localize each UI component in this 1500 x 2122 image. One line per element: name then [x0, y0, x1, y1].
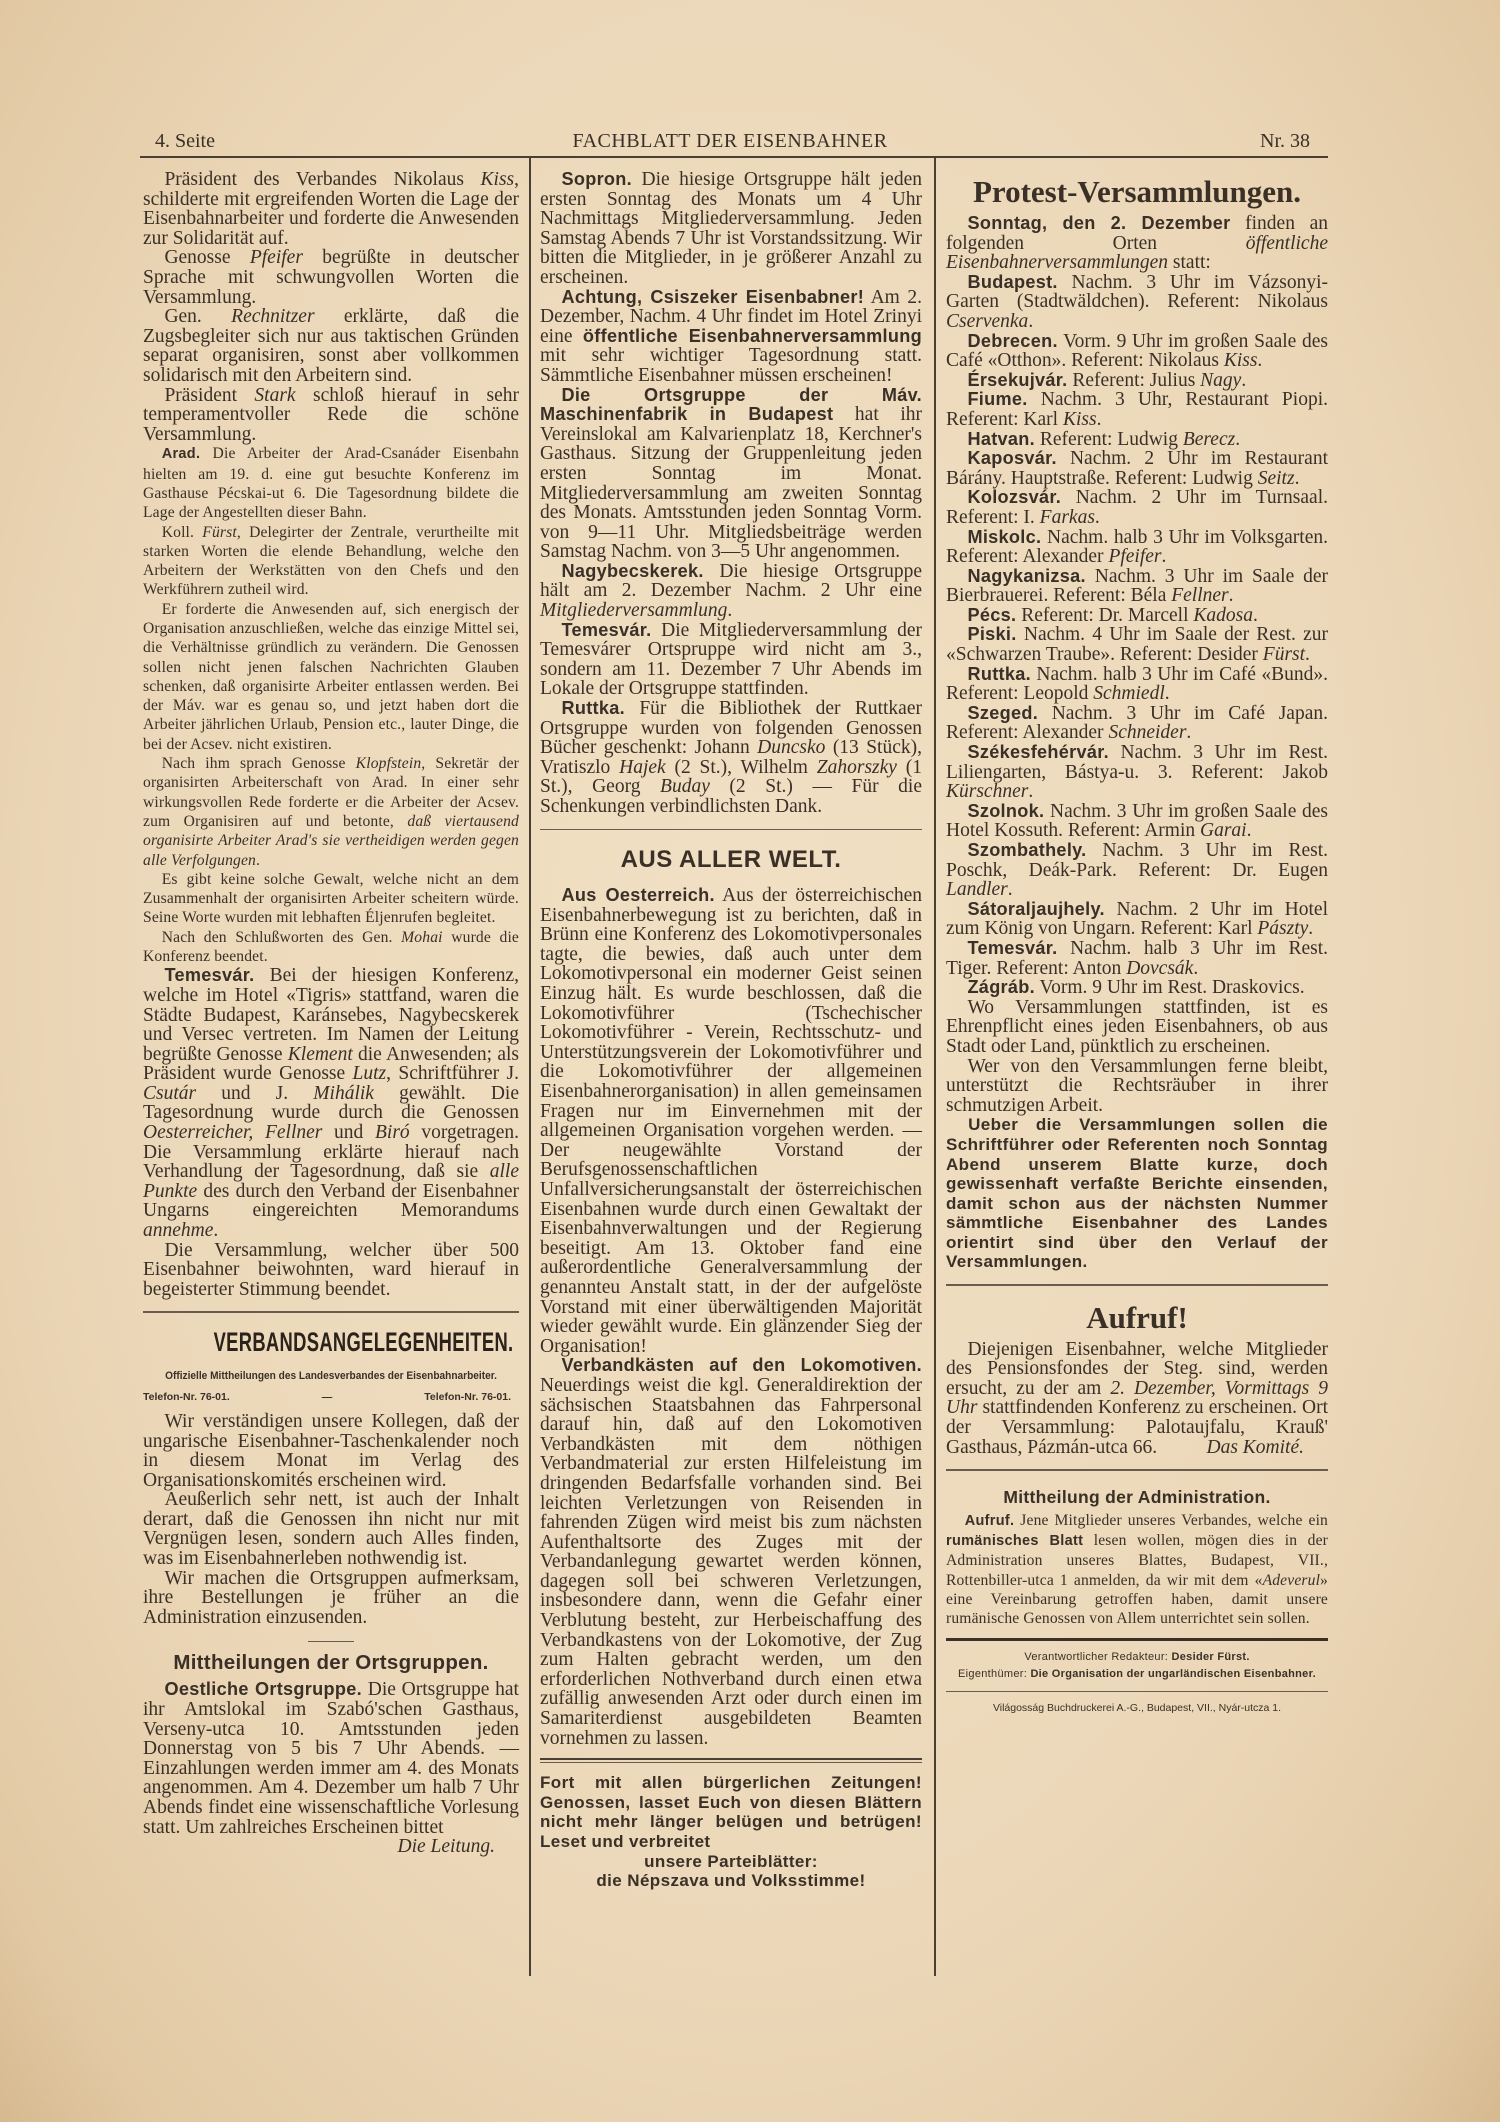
bold-notice-line: [540, 1852, 922, 1872]
text-run: .: [1186, 722, 1192, 744]
article-paragraph: [946, 1057, 1328, 1116]
italic-text: Mitgliederversammlung: [540, 600, 728, 622]
bold-lead: Budapest.: [967, 271, 1058, 292]
text-run: Die hiesige Ortsgruppe hält am 2. Dezember Nachm. 2 Uhr eine: [540, 560, 922, 602]
section-subtitle: [158, 1366, 504, 1386]
text-run: .: [1235, 428, 1241, 450]
bold-lead: Desider Fürst.: [1171, 1651, 1250, 1664]
italic-text: Dovcsák: [1126, 957, 1194, 979]
text-run: Die Versammlung, welcher über 500 Eisenbahner beiwohnten, ward hierauf in begeisterter Stimmung beendet.: [143, 1239, 519, 1300]
article-paragraph: [946, 606, 1328, 626]
bold-lead: Debrecen.: [967, 330, 1058, 351]
text-run: die Anwesenden; als Präsident wurde Genosse: [143, 1043, 519, 1085]
article-paragraph: [946, 488, 1328, 527]
italic-text: Pfeifer: [249, 247, 303, 269]
text-run: hat ihr Vereinslokal am Kalvarienplatz 18, Kerchner's Gasthaus. Sitzung der Gruppenleitung jeden ersten Sonntag im Monat. Mitgliederversammlung am zweiten Sonntag des Monats. Amtsstunden jeden Sonntag Vorm. von 9—11 Uhr. Mitgliedsbeiträge werden Samstag Nachm. von 3—5 Uhr angenommen.: [540, 404, 922, 563]
text-run: erklärte, daß die Zugsbegleiter sich nur aus taktischen Gründen separat organisiren, sonst aber vollkommen solidarisch mit den Arbeitern sind.: [143, 306, 519, 386]
divider: [946, 1469, 1328, 1471]
text-run: finden an folgenden Orten: [946, 213, 1328, 254]
text-run: Fort mit allen bürgerlichen Zeitungen! Genossen, lasset Euch von diesen Blättern nicht mehr länger belügen und betrügen! Leset und verbreitet: [540, 1773, 922, 1851]
article-paragraph: [540, 699, 922, 817]
article-paragraph: [540, 386, 922, 562]
bold-lead: Zágráb.: [967, 977, 1036, 998]
printer-line: [946, 1700, 1328, 1716]
article-paragraph: [946, 998, 1328, 1057]
article-paragraph: [946, 802, 1328, 841]
text-run: die Népszava und Volksstimme!: [596, 1871, 866, 1891]
text-run: Nachm. 3 Uhr im großen Saale des Hotel Kossuth. Referent: Armin: [946, 800, 1328, 842]
text-run: , Sekretär der organisirten Arbeiterschaft von Arad. In einer sehr wirkungsvollen Rede forderte er die Arbeiter der Acsev. zum Organisiren auf und betonte,: [143, 755, 519, 830]
article-paragraph: [143, 170, 519, 248]
section-heading: [946, 1298, 1328, 1338]
article-paragraph: [946, 371, 1328, 391]
italic-text: daß viertausend organisirte Arbeiter Arad's sie vertheidigen werden gegen alle Verfolgungen: [143, 812, 519, 869]
small-print-paragraph: [143, 754, 519, 870]
italic-text: Berecz: [1182, 428, 1236, 450]
text-run: Nachm. halb 3 Uhr im Volksgarten. Referent: Alexander: [946, 526, 1328, 568]
telephone-item: Telefon-Nr. 76-01.: [143, 1390, 230, 1403]
text-run: mit sehr wichtiger Tagesordnung statt. Sämmtliche Eisenbahner müssen erscheinen!: [540, 345, 922, 386]
text-run: .: [1241, 369, 1247, 391]
text-run: begrüßte in deutscher Sprache mit schwungvollen Worten die Versammlung.: [143, 247, 519, 308]
text-run: .: [1193, 957, 1199, 979]
small-print-paragraph: [143, 600, 519, 754]
italic-text: annehme: [143, 1220, 214, 1242]
text-run: Die Arbeiter der Arad-Csanáder Eisenbahn hielten am 19. d. eine gut besuchte Konferenz im Gasthause Pécskai-ut 6. Die Tagesordnung bildete die Lage der Angestellten dieser Bahn.: [143, 445, 519, 522]
italic-text: Duncsko: [757, 737, 826, 759]
italic-text: Lutz: [352, 1063, 387, 1085]
bold-lead: Sonntag, den 2. Dezember: [967, 213, 1231, 233]
text-run: Wir machen die Ortsgruppen aufmerksam, ihre Bestellungen je früher an die Administration einzusenden.: [143, 1567, 519, 1628]
small-print-paragraph: [143, 523, 519, 600]
text-run: Bei der hiesigen Konferenz, welche im Hotel «Tigris» stattfand, waren die Städte Budapest, Karánsebes, Nagybecskerek und Versec vertreten. Im Namen der Leitung begrüßte Genosse: [143, 965, 519, 1065]
italic-text: Rechnitzer: [231, 306, 315, 328]
article-paragraph: [946, 978, 1328, 998]
article-paragraph: [946, 625, 1328, 664]
small-print-paragraph: [946, 1511, 1328, 1629]
article-paragraph: [946, 704, 1328, 743]
article-paragraph: [540, 621, 922, 699]
bold-notice: [540, 1773, 922, 1851]
text-run: Nachm. 2 Uhr im Restaurant Bárány. Hauptstraße. Referent: Ludwig: [946, 448, 1328, 489]
text-run: .: [1007, 879, 1013, 901]
italic-text: Oesterreicher, Fellner: [143, 1122, 323, 1144]
text-run: .: [1294, 467, 1300, 489]
bold-lead: Aus Oesterreich.: [561, 885, 715, 906]
text-run: Nachm. 3 Uhr im Café Japan. Referent: Alexander: [946, 702, 1328, 744]
bold-lead: Érsekujvár.: [967, 369, 1068, 390]
article-paragraph: [946, 528, 1328, 567]
text-run: Nachm. 3 Uhr im Rest. Liliengarten, Bástya-u. 3. Referent: Jakob: [946, 742, 1328, 783]
small-print-paragraph: [143, 928, 519, 967]
text-run: schloß hierauf in sehr temperamentvoller Rede die schöne Versammlung.: [143, 384, 519, 445]
bold-lead: Fiume.: [967, 389, 1028, 410]
italic-text: Kiss: [1223, 350, 1258, 372]
text-run: Nachm. 2 Uhr im Hotel zum König von Ungarn. Referent: Karl: [946, 898, 1328, 940]
text-run: Referent: Dr. Marcell: [1016, 604, 1194, 626]
heading-text: Protest-Versammlungen.: [972, 174, 1302, 209]
section-heading: [946, 172, 1328, 212]
article-paragraph: [143, 1490, 519, 1568]
italic-text: Buday: [660, 776, 710, 798]
bold-lead: Sátoraljaujhely.: [967, 898, 1105, 919]
bold-lead: Ruttka.: [967, 663, 1031, 684]
text-run: .: [1028, 781, 1034, 803]
italic-text: Mohai: [401, 928, 443, 946]
text-run: .: [1094, 506, 1100, 528]
article-paragraph: [946, 665, 1328, 704]
text-run: Er forderte die Anwesenden auf, sich energisch der Organisation anzuschließen, welche das einzige Mittel sei, die Verhältnisse gründlich zu verändern. Die Genossen sollen nicht jenen falschen Nachrichten Glauben schenken, daß organisirte Arbeiter entlassen werden. Bei der Máv. war es genau so, und jetzt haben dort die Arbeiter jährlichen Urlaub, Pension etc., lauter Dinge, die bei der Acsev. nicht existiren.: [143, 600, 519, 753]
text-run: Die hiesige Ortsgruppe hält jeden ersten Sonntag des Monats um 4 Uhr Nachmittags Mitgliederversammlung. Jeden Samstag Abends 7 Uhr ist Vorstandssitzung. Wir bitten die Mitglieder, in je größerer Anzahl zu erscheinen.: [540, 169, 922, 288]
bold-lead: öffentliche Eisenbahnerversammlung: [582, 325, 922, 346]
bold-lead: Szeged.: [967, 702, 1039, 723]
text-run: Világosság Buchdruckerei A.-G., Budapest, VII., Nyár-utcza 1.: [992, 1702, 1282, 1715]
divider: [946, 1284, 1328, 1286]
article-paragraph: [946, 900, 1328, 939]
signature: Die Leitung.: [397, 1836, 495, 1858]
divider: [946, 1638, 1328, 1641]
article-paragraph: [946, 939, 1328, 978]
bold-lead: Szolnok.: [967, 800, 1045, 821]
section-heading: [946, 1483, 1328, 1511]
text-run: Für die Bibliothek der Ruttkaer Ortsgruppe wurden von folgenden Genossen Bücher geschenkt: Johann: [540, 698, 922, 759]
text-run: Wir verständigen unsere Kollegen, daß der ungarische Eisenbahner-Taschenkalender noch in diesem Monat im Verlag des Organisationskomités erscheinen wird.: [143, 1410, 519, 1491]
text-run: .: [1164, 683, 1170, 705]
text-run: .: [1246, 820, 1252, 842]
italic-text: Schneider: [1108, 722, 1187, 744]
italic-text: Klement: [287, 1043, 353, 1065]
text-run: des durch den Verband der Eisenbahner Ungarns eingereichten Memorandums: [143, 1180, 519, 1222]
bold-lead: Achtung, Csiszeker Eisenbabner!: [561, 286, 865, 307]
text-run: Vorm. 9 Uhr im Rest. Draskovics.: [1035, 977, 1305, 999]
article-paragraph: [946, 567, 1328, 606]
text-run: , Delegirter der Zentrale, verurtheilte mit starken Worten die elende Behandlung, welche den Arbeitern der Werkstätten von den Chefs und den Werkführern zutheil wird.: [143, 523, 519, 599]
heading-text: VERBANDSANGELEGENHEITEN.: [213, 1326, 514, 1357]
italic-text: Hajek: [619, 756, 666, 778]
italic-text: Kiss: [1062, 408, 1097, 430]
text-run: Nachm. 3 Uhr im Saale der Bierbrauerei. Referent: Béla: [946, 565, 1328, 607]
bold-lead: Sopron.: [561, 169, 633, 189]
italic-text: Seitz: [1257, 467, 1295, 489]
text-run: Nachm. 3 Uhr, Restaurant Piopi. Referent: Karl: [946, 389, 1328, 430]
bold-lead: Szombathely.: [967, 840, 1087, 860]
text-run: Nachm. halb 3 Uhr im Café «Bund». Referent: Leopold: [946, 663, 1328, 705]
text-run: Nachm. 3 Uhr im Rest. Poschk, Deák-Park. Referent: Dr. Eugen: [946, 840, 1328, 881]
bold-lead: Piski.: [967, 624, 1017, 645]
bold-lead: rumänisches Blatt: [946, 1532, 1084, 1549]
text-run: Nachm. 2 Uhr im Turnsaal. Referent: I.: [946, 487, 1328, 528]
text-run: Wer von den Versammlungen ferne bleibt, unterstützt die Rechtsräuber in ihrer schmutzigen Arbeit.: [946, 1055, 1328, 1116]
text-run: gewählt. Die Tagesordnung wurde durch die Genossen: [143, 1082, 519, 1124]
italic-text: Kiss: [480, 169, 515, 190]
divider: [946, 1691, 1328, 1692]
bold-lead: Hatvan.: [967, 428, 1036, 449]
text-run: , Schriftführer J.: [386, 1063, 519, 1085]
text-run: .: [1028, 310, 1034, 332]
text-run: Nachm. 4 Uhr im Saale der Rest. zur «Schwarzen Traube». Referent: Desider: [946, 624, 1328, 666]
text-run: Nach den Schlußworten des Gen.: [161, 928, 402, 946]
article-paragraph: [946, 214, 1328, 273]
text-run: .: [1305, 644, 1310, 666]
text-run: Jene Mitglieder unseres Verbandes, welche ein: [1014, 1511, 1328, 1529]
bold-lead: Kaposvár.: [967, 448, 1057, 469]
text-run: Aeußerlich sehr nett, ist auch der Inhalt derart, daß die Genossen ihn nicht nur mit Vergnügen lesen, sondern auch Alles finden, was im Eisenbahnerleben nothwendig ist.: [143, 1489, 519, 1570]
imprint-line: [946, 1666, 1328, 1683]
bold-notice-line: [540, 1871, 922, 1891]
telephone-item: Telefon-Nr. 76-01.: [424, 1390, 511, 1403]
text-run: Koll.: [161, 523, 203, 541]
text-run: Ueber die Versammlungen sollen die Schriftführer oder Referenten noch Sonntag Abend unserem Blatte kurze, doch gewissenhaft verfaßte Berichte einsenden, damit schon aus der nächsten Nummer sämmtliche Eisenbahner des Landes orientirt sind über den Verlauf der Versammlungen.: [946, 1115, 1328, 1272]
text-run: Am 2. Dezember, Nachm. 4 Uhr findet im Hotel Zrinyi eine: [540, 286, 922, 347]
text-run: Wo Versammlungen stattfinden, ist es Ehrenpflicht eines jeden Eisenbahners, ob aus Stadt oder Land, pünktlich zu erscheinen.: [946, 996, 1328, 1057]
text-run: .: [1096, 408, 1102, 430]
article-paragraph: [143, 386, 519, 445]
text-run: und: [322, 1122, 375, 1144]
text-run: (2 St.), Wilhelm: [665, 756, 817, 778]
italic-text: Csutár: [143, 1082, 197, 1104]
article-paragraph: [143, 307, 519, 385]
article-paragraph: [540, 562, 922, 621]
italic-text: Klopfstein: [355, 755, 422, 773]
text-run: .: [1252, 604, 1258, 626]
article-paragraph: [143, 248, 519, 307]
imprint-line: [946, 1649, 1328, 1666]
bold-lead: Temesvár.: [561, 619, 652, 640]
bold-lead: Ruttka.: [561, 698, 625, 719]
section-heading: [143, 1648, 519, 1678]
divider: [540, 1758, 922, 1763]
text-run: Genosse: [164, 247, 250, 269]
heading-text: Mittheilungen der Ortsgruppen.: [173, 1651, 489, 1675]
bold-lead: Die Ortsgruppe der Máv. Maschinenfabrik in Budapest: [540, 384, 922, 425]
header-rule: [140, 156, 1328, 158]
italic-text: Zahorszky: [816, 756, 897, 778]
article-paragraph: [540, 886, 922, 1356]
section-heading: [540, 842, 922, 878]
text-run: .: [1228, 585, 1234, 607]
article-paragraph: [143, 966, 519, 1240]
text-run: Gen.: [164, 306, 232, 328]
text-run: Präsident des Verbandes Nikolaus: [164, 169, 481, 190]
text-run: Eigenthümer:: [958, 1668, 1031, 1681]
text-run: .: [1161, 546, 1167, 568]
text-run: wurde die Konferenz beendet.: [143, 928, 519, 966]
italic-text: alle Punkte: [143, 1161, 519, 1202]
column-divider: [529, 158, 531, 1976]
text-run: .: [256, 851, 261, 869]
text-run: (1 St.), Georg: [540, 756, 922, 798]
text-run: Aus der österreichischen Eisenbahnerbewegung ist zu berichten, daß in Brünn eine Konferenz des Lokomotivpersonales tagte, die bewies, daß auch unter dem Lokomotivpersonal ein moderner Geist seinen Einzug hält. Es wurde beschlossen, daß die Lokomotivführer (Tschechischer Lokomotivführer - Verein, Rechtsschutz- und Unterstützungsverein der Lokomotivführer und die Lokomotivführer der allgemeinen Eisenbahnerorganisation) in allen gemeinsamen Fragen nur im Einvernehmen mit der allgemeinen Organisation vorgehen werden. — Der neugewählte Vorstand der Berufsgenossenschaftlichen Unfallversicherungsanstalt der österreichischen Eisenbahnen wurde durch einen Gewaltakt der Eisenbahnverwaltungen und der Regierung beseitigt. Am 13. Oktober fand eine außerordentliche Generalversammlung der genannteu Anstalt statt, in der der aufgelöste Vorstand mit einer überwältigenden Majorität wieder gewählt wurde. Ein glänzender Sieg der Organisation!: [540, 885, 922, 1357]
bold-lead: Temesvár.: [967, 937, 1058, 958]
text-run: Die Ortsgruppe hat ihr Amtslokal im Szabó'schen Gasthaus, Verseny-utca 10. Amtsstunden jeden Donnerstag von 5 bis 7 Uhr Abends. — Einzahlungen werden immer am 4. des Monats angenommen. Am 4. Dezember um halb 7 Uhr Abends findet eine wissenschaftliche Vorlesung statt. Um zahlreiches Erscheinen bittet: [143, 1679, 519, 1838]
telephone-line: [143, 1386, 519, 1412]
italic-text: Kürschner: [946, 781, 1029, 803]
issue-number: Nr. 38: [1260, 130, 1310, 152]
bold-lead: Nagykanizsa.: [967, 565, 1086, 586]
text-run: Nachm. 3 Uhr im Vázsonyi-Garten (Stadtwäldchen). Referent: Nikolaus: [946, 271, 1328, 313]
text-run: (13 Stück), Vratiszlo: [540, 737, 922, 778]
bold-lead: Die Organisation der ungarländischen Eisenbahner.: [1030, 1668, 1316, 1681]
article-paragraph: [540, 170, 922, 288]
small-print-paragraph: [143, 444, 519, 522]
text-run: Präsident: [164, 384, 255, 406]
article-paragraph: [540, 1356, 922, 1748]
article-paragraph: [143, 1241, 519, 1300]
italic-text: 2. Dezember, Vormittags 9 Uhr: [946, 1377, 1328, 1419]
article-paragraph: [946, 841, 1328, 900]
text-run: Referent: Ludwig: [1035, 428, 1183, 450]
text-run: Neuerdings weist die kgl. Generaldirektion der sächsischen Staatsbahnen das Fahrpersonal darauf hin, daß auf den Lokomotiven Verbandkästen mit dem nöthigen Verbandmaterial zur ersten Hilfeleistung im dringenden Bedarfsfalle vorhanden sind. Bei leichten Verletzungen von Reisenden in fahrenden Zügen wird meist bis zum nächsten Aufenthaltsorte des Zuges mit der Verbandanlegung gewartet werden können, dagegen soll bei schweren Verletzungen, insbesondere dann, wenn die Gefahr einer Verblutung besteht, zur Herbeischaffung des Verbandkastens von der Lokomotive, der Zug zum Halten gebracht werden, um den erforderlichen Nothverband durch einen etwa zufällig anwesenden Arzt oder durch einen im Samariterdienst ausgebildeten Beamten vornehmen zu lassen.: [540, 1374, 922, 1749]
italic-text: öffentliche Eisenbahnerversammlungen: [946, 232, 1328, 274]
bold-lead: Verbandkästen auf den Lokomotiven.: [561, 1355, 922, 1376]
italic-text: Schmiedl: [1093, 683, 1165, 705]
divider: [540, 829, 922, 831]
telephone-item: —: [321, 1390, 333, 1403]
text-run: Es gibt keine solche Gewalt, welche nicht an dem Zusammenhalt der organisirten Arbeiter scheitern würde. Seine Worte wurden mit lebhaften Éljenrufen begleitet.: [143, 870, 519, 927]
bold-lead: Temesvár.: [164, 965, 255, 986]
bold-lead: Oestliche Ortsgruppe.: [164, 1679, 362, 1700]
text-run: Diejenigen Eisenbahner, welche Mitglieder des Pensionsfondes der Steg. sind, werden ersucht, zu der am: [946, 1338, 1328, 1399]
text-run: Referent: Julius: [1067, 369, 1201, 391]
column-left: [143, 170, 519, 1857]
page-number: 4. Seite: [155, 130, 215, 152]
article-paragraph: [143, 1679, 519, 1858]
article-paragraph: [946, 390, 1328, 429]
text-run: (2 St.) — Für die Schenkungen verbindlichsten Dank.: [540, 776, 922, 817]
heading-text: AUS ALLER WELT.: [620, 846, 842, 874]
italic-text: Cservenka: [946, 310, 1029, 332]
article-paragraph: [946, 1340, 1328, 1458]
bold-lead: Nagybecskerek.: [561, 560, 704, 581]
text-run: Die Mitgliederversammlung der Temesvárer Ortspruppe wird nicht am 3., sondern am 11. Dezember 7 Uhr Abends im Lokale der Ortsgruppe stattfinden.: [540, 619, 922, 700]
italic-text: Fürst: [202, 523, 237, 541]
text-run: unsere Parteiblätter:: [644, 1851, 818, 1871]
bold-lead: Székesfehérvár.: [967, 742, 1109, 763]
italic-text: Farkas: [1039, 506, 1095, 528]
italic-text: Stark: [254, 384, 296, 406]
bold-lead: Pécs.: [967, 604, 1017, 625]
text-run: .: [1257, 350, 1263, 372]
bold-lead: Miskolc.: [967, 526, 1042, 547]
text-run: lesen wollen, mögen dies in der Administration unseres Blattes, Budapest, VII., Rottenbiller-utca 1 anmelden, da wir mit dem «: [946, 1531, 1329, 1589]
column-divider: [934, 158, 936, 1976]
italic-text: Pászty: [1257, 918, 1309, 940]
article-paragraph: [946, 430, 1328, 450]
text-run: Nachm. halb 3 Uhr im Rest. Tiger. Referent: Anton: [946, 937, 1328, 979]
newspaper-title: FACHBLATT DER EISENBAHNER: [572, 130, 888, 152]
text-run: Nach ihm sprach Genosse: [161, 755, 356, 773]
italic-text: Mihálik: [313, 1082, 374, 1104]
text-run: .: [727, 600, 733, 622]
text-run: Verantwortlicher Redakteur:: [1024, 1651, 1172, 1664]
bold-notice: [946, 1115, 1328, 1272]
italic-text: Garai: [1200, 820, 1247, 842]
article-paragraph: [143, 1412, 519, 1490]
bold-lead: Kolozsvár.: [967, 487, 1062, 508]
column-middle: [540, 170, 922, 1891]
bold-lead: Aufruf.: [964, 1512, 1015, 1529]
article-paragraph: [946, 273, 1328, 332]
column-right: [946, 170, 1328, 1716]
italic-text: Nagy: [1200, 369, 1242, 391]
section-heading: [143, 1325, 519, 1364]
text-run: vorgetragen. Die Versammlung erklärte hierauf nach Verhandlung der Tagesordnung, daß sie: [143, 1122, 519, 1183]
text-run: stattfindenden Konferenz zu erscheinen. Ort der Versammlung: Palotaujfalu, Krauß' Gasthaus, Pázmán-utca 66.: [946, 1397, 1328, 1458]
italic-text: Kadosa: [1193, 604, 1253, 626]
article-paragraph: [540, 288, 922, 386]
text-run: .: [1308, 918, 1314, 940]
text-run: .: [213, 1220, 219, 1242]
signature: Das Komité.: [1206, 1436, 1304, 1458]
text-run: , schilderte mit ergreifenden Worten die Lage der Eisenbahnarbeiter und forderte die Anwesenden zur Solidarität auf.: [143, 169, 519, 249]
article-paragraph: [946, 743, 1328, 802]
article-paragraph: [946, 449, 1328, 488]
bold-lead: Arad.: [161, 446, 201, 463]
heading-text: Mittheilung der Administration.: [1003, 1486, 1271, 1507]
italic-text: Fürst: [1262, 644, 1306, 666]
italic-text: Adeverul: [1262, 1571, 1321, 1589]
italic-text: Landler: [946, 879, 1008, 901]
small-print-paragraph: [143, 870, 519, 928]
text-run: Vorm. 9 Uhr im großen Saale des Café «Otthon». Referent: Nikolaus: [946, 330, 1328, 372]
heading-text: Offizielle Mittheilungen des Landesverbandes der Eisenbahnarbeiter.: [165, 1369, 497, 1382]
divider: [308, 1641, 354, 1642]
divider: [143, 1311, 519, 1313]
heading-text: Aufruf!: [1086, 1299, 1188, 1335]
italic-text: Pfeifer: [1108, 546, 1162, 568]
text-run: und J.: [196, 1082, 314, 1104]
article-paragraph: [946, 332, 1328, 371]
article-paragraph: [143, 1569, 519, 1628]
italic-text: Fellner: [1171, 585, 1229, 607]
italic-text: Biró: [375, 1122, 410, 1144]
text-run: » eine Vereinbarung getroffen haben, damit unsere rumänische Genossen von Allem unterrichtet sein sollen.: [946, 1571, 1328, 1628]
text-run: statt:: [1168, 252, 1211, 274]
